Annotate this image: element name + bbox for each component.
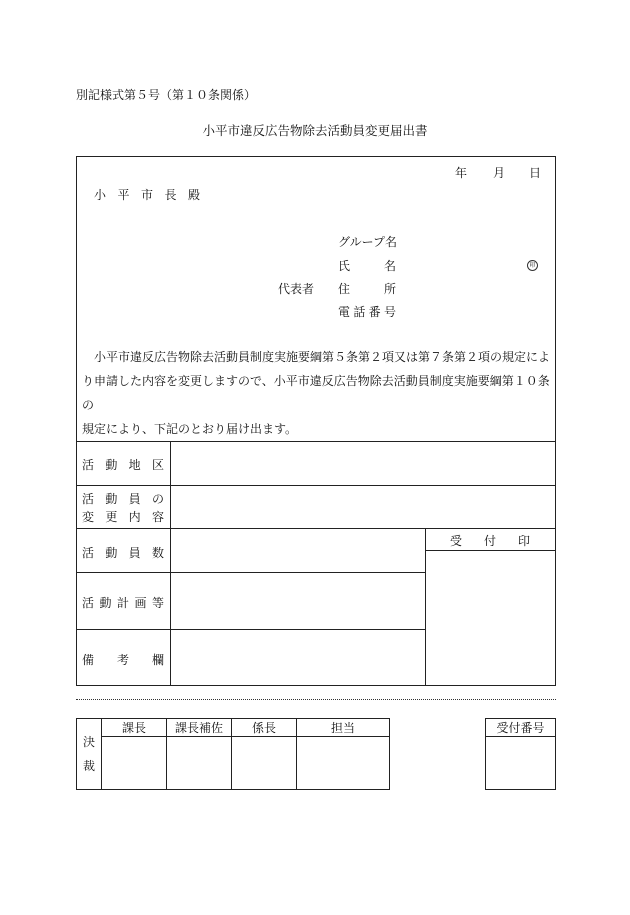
cut-line — [76, 699, 556, 700]
seal-mark-icon: 印 — [527, 260, 538, 271]
stamp-column-divider — [425, 528, 426, 686]
label-char: 欄 — [151, 653, 164, 667]
approval-label-char: 決 — [82, 735, 95, 749]
addressee — [94, 186, 200, 203]
date-day-label: 日 — [529, 166, 542, 180]
member-change-label-line2 — [82, 508, 164, 525]
label-char: 員 — [128, 546, 141, 560]
approval-table — [76, 718, 390, 790]
address-label — [338, 280, 396, 297]
reception-number-header: 受付番号 — [486, 719, 556, 737]
label-char: 員 — [128, 492, 141, 506]
approval-stamp-cell — [297, 737, 390, 790]
row-divider — [76, 629, 425, 630]
document-title: 小平市違反広告物除去活動員変更届出書 — [202, 123, 428, 138]
label-char: 付 — [483, 534, 496, 548]
label-char: 変 — [82, 510, 95, 524]
declaration-line: り申請した内容を変更しますので、小平市違反広告物除去活動員制度実施要綱第１０条の — [82, 374, 550, 412]
label-char: 活 — [82, 546, 95, 560]
approval-stamp-cell — [232, 737, 297, 790]
receipt-stamp-header — [450, 532, 530, 549]
stamp-header-divider — [425, 550, 556, 551]
label-char: 画 — [134, 596, 147, 610]
label-char: 区 — [151, 458, 164, 472]
row-divider — [76, 572, 425, 573]
label-char: 動 — [99, 596, 112, 610]
label-char: 計 — [116, 596, 129, 610]
form-identifier: 別記様式第５号（第１０条関係） — [76, 88, 257, 102]
declaration-line: 規定により、下記のとおり届け出ます。 — [82, 422, 298, 436]
reception-number-cell — [486, 737, 556, 790]
phone-label — [338, 303, 396, 320]
name-label-char: 氏 — [338, 259, 351, 273]
addressee-char: 殿 — [187, 188, 200, 202]
approval-header-staff: 担当 — [297, 719, 390, 737]
label-char: 考 — [116, 653, 129, 667]
date-year-label: 年 — [455, 166, 468, 180]
approval-stamp-cell — [102, 737, 167, 790]
row-divider — [76, 441, 556, 442]
addressee-char: 小 — [94, 188, 107, 202]
phone-label-char: 番 — [368, 305, 381, 319]
addressee-char: 長 — [164, 188, 177, 202]
label-char: 活 — [82, 596, 95, 610]
approval-header-section-chief: 課長 — [102, 719, 167, 737]
declaration-paragraph — [82, 345, 552, 441]
label-char: 等 — [151, 596, 164, 610]
label-column-divider — [170, 441, 171, 686]
activity-plan-label — [82, 594, 164, 611]
approval-header-deputy-chief: 課長補佐 — [167, 719, 232, 737]
label-char: 動 — [105, 458, 118, 472]
remarks-label — [82, 651, 164, 668]
label-char: 容 — [151, 510, 164, 524]
group-name-label: グループ名 — [338, 235, 398, 249]
date-month-label: 月 — [493, 166, 506, 180]
address-label-char: 住 — [338, 282, 351, 296]
phone-label-char: 号 — [383, 305, 396, 319]
row-divider — [76, 528, 556, 529]
label-char: 動 — [105, 492, 118, 506]
approval-label-cell — [77, 719, 102, 790]
approval-stamp-cell — [167, 737, 232, 790]
member-change-label-line1 — [82, 490, 164, 507]
member-count-label — [82, 544, 164, 561]
approval-header-subsection-chief: 係長 — [232, 719, 297, 737]
label-char: 地 — [128, 458, 141, 472]
label-char: 活 — [82, 492, 95, 506]
phone-label-char: 話 — [353, 305, 366, 319]
label-char: 更 — [105, 510, 118, 524]
phone-label-char: 電 — [338, 305, 351, 319]
label-char: 数 — [151, 546, 164, 560]
label-char: 動 — [105, 546, 118, 560]
name-label — [338, 257, 396, 274]
declaration-line: 小平市違反広告物除去活動員制度実施要綱第５条第２項又は第７条第２項の規定によ — [94, 350, 551, 364]
label-char: 備 — [82, 653, 95, 667]
address-label-char: 所 — [383, 282, 396, 296]
row-divider — [76, 485, 556, 486]
activity-area-label — [82, 456, 164, 473]
addressee-char: 市 — [140, 188, 153, 202]
approval-label-char: 裁 — [82, 759, 95, 773]
name-label-char: 名 — [383, 259, 396, 273]
label-char: 内 — [128, 510, 141, 524]
label-char: 受 — [450, 534, 463, 548]
label-char: の — [151, 492, 164, 506]
representative-label: 代表者 — [278, 282, 315, 296]
label-char: 活 — [82, 458, 95, 472]
label-char: 印 — [517, 534, 530, 548]
reception-number-table — [485, 718, 556, 790]
addressee-char: 平 — [117, 188, 130, 202]
